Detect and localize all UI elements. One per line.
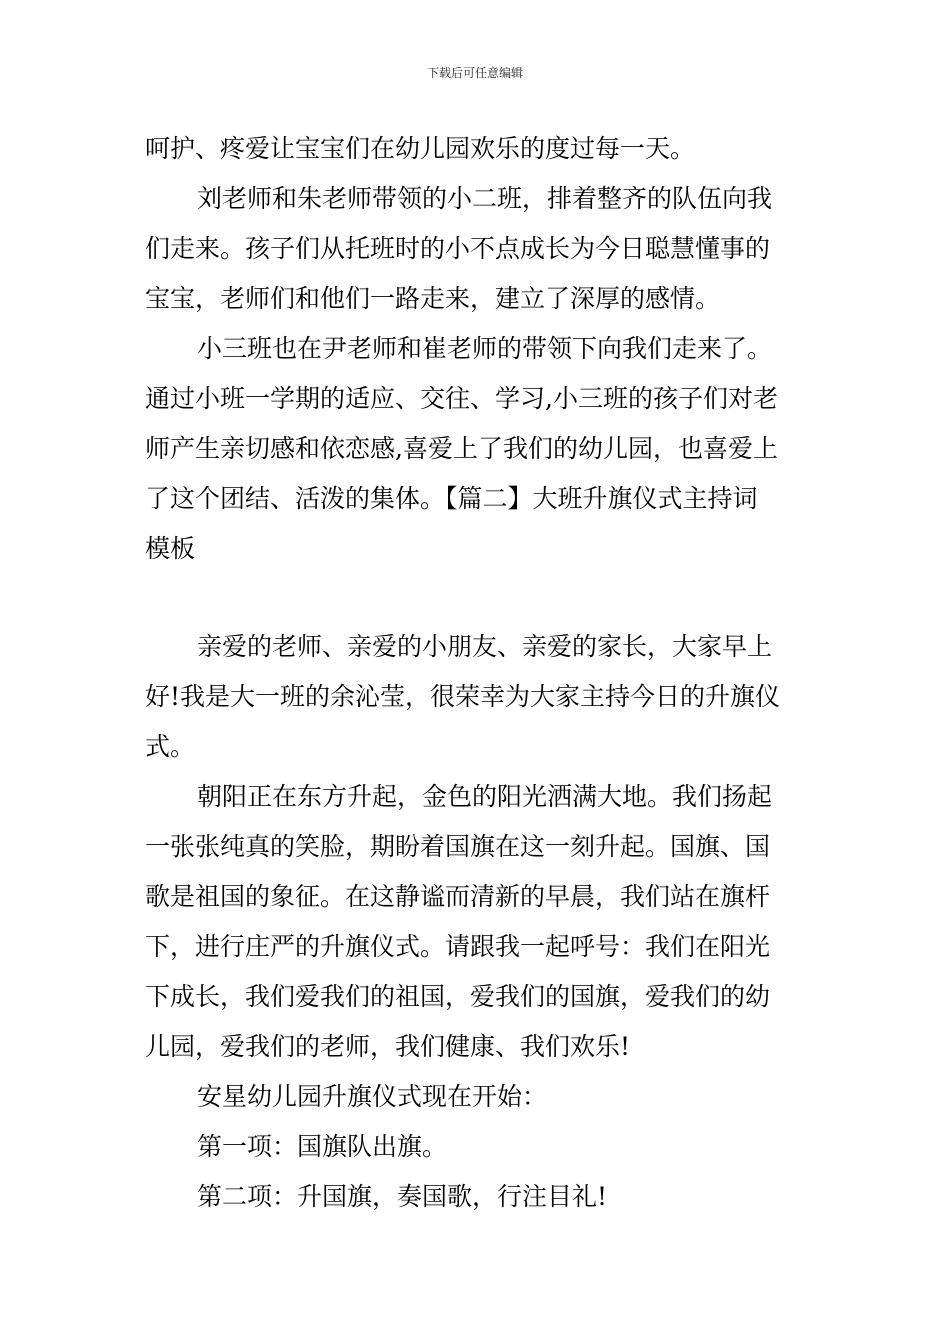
text-line: 儿园，爱我们的老师，我们健康、我们欢乐! <box>145 1032 631 1061</box>
text-line: 亲爱的老师、亲爱的小朋友、亲爱的家长，大家早上 <box>197 632 773 661</box>
text-line: 下，进行庄严的升旗仪式。请跟我一起呼号：我们在阳光 <box>145 932 771 961</box>
text-line: 好!我是大一班的余沁莹，很荣幸为大家主持今日的升旗仪 <box>145 682 781 711</box>
text-line: 安星幼儿园升旗仪式现在开始： <box>197 1082 548 1111</box>
text-line: 歌是祖国的象征。在这静谧而清新的早晨，我们站在旗杆 <box>145 882 771 911</box>
text-line: 们走来。孩子们从托班时的小不点成长为今日聪慧懂事的 <box>145 234 771 263</box>
text-line: 第二项：升国旗，奏国歌，行注目礼! <box>197 1182 608 1211</box>
page-header: 下载后可任意编辑 <box>426 66 523 80</box>
text-line: 小三班也在尹老师和崔老师的带领下向我们走来了。 <box>197 334 773 363</box>
text-line: 模板 <box>145 534 196 563</box>
text-line: 下成长，我们爱我们的祖国，爱我们的国旗，爱我们的幼 <box>145 982 771 1011</box>
text-line: 师产生亲切感和依恋感,喜爱上了我们的幼儿园，也喜爱上 <box>145 434 778 463</box>
text-line: 通过小班一学期的适应、交往、学习,小三班的孩子们对老 <box>145 384 778 413</box>
text-line: 呵护、疼爱让宝宝们在幼儿园欢乐的度过每一天。 <box>145 134 696 163</box>
text-line: 朝阳正在东方升起，金色的阳光洒满大地。我们扬起 <box>197 782 773 811</box>
text-line: 第一项：国旗队出旗。 <box>197 1132 448 1161</box>
text-line: 了这个团结、活泼的集体。【篇二】大班升旗仪式主持词 <box>145 484 758 513</box>
text-line: 一张张纯真的笑脸，期盼着国旗在这一刻升起。国旗、国 <box>145 832 771 861</box>
text-line: 刘老师和朱老师带领的小二班，排着整齐的队伍向我 <box>197 184 773 213</box>
text-line: 宝宝，老师们和他们一路走来，建立了深厚的感情。 <box>145 284 721 313</box>
text-line: 式。 <box>145 732 196 761</box>
